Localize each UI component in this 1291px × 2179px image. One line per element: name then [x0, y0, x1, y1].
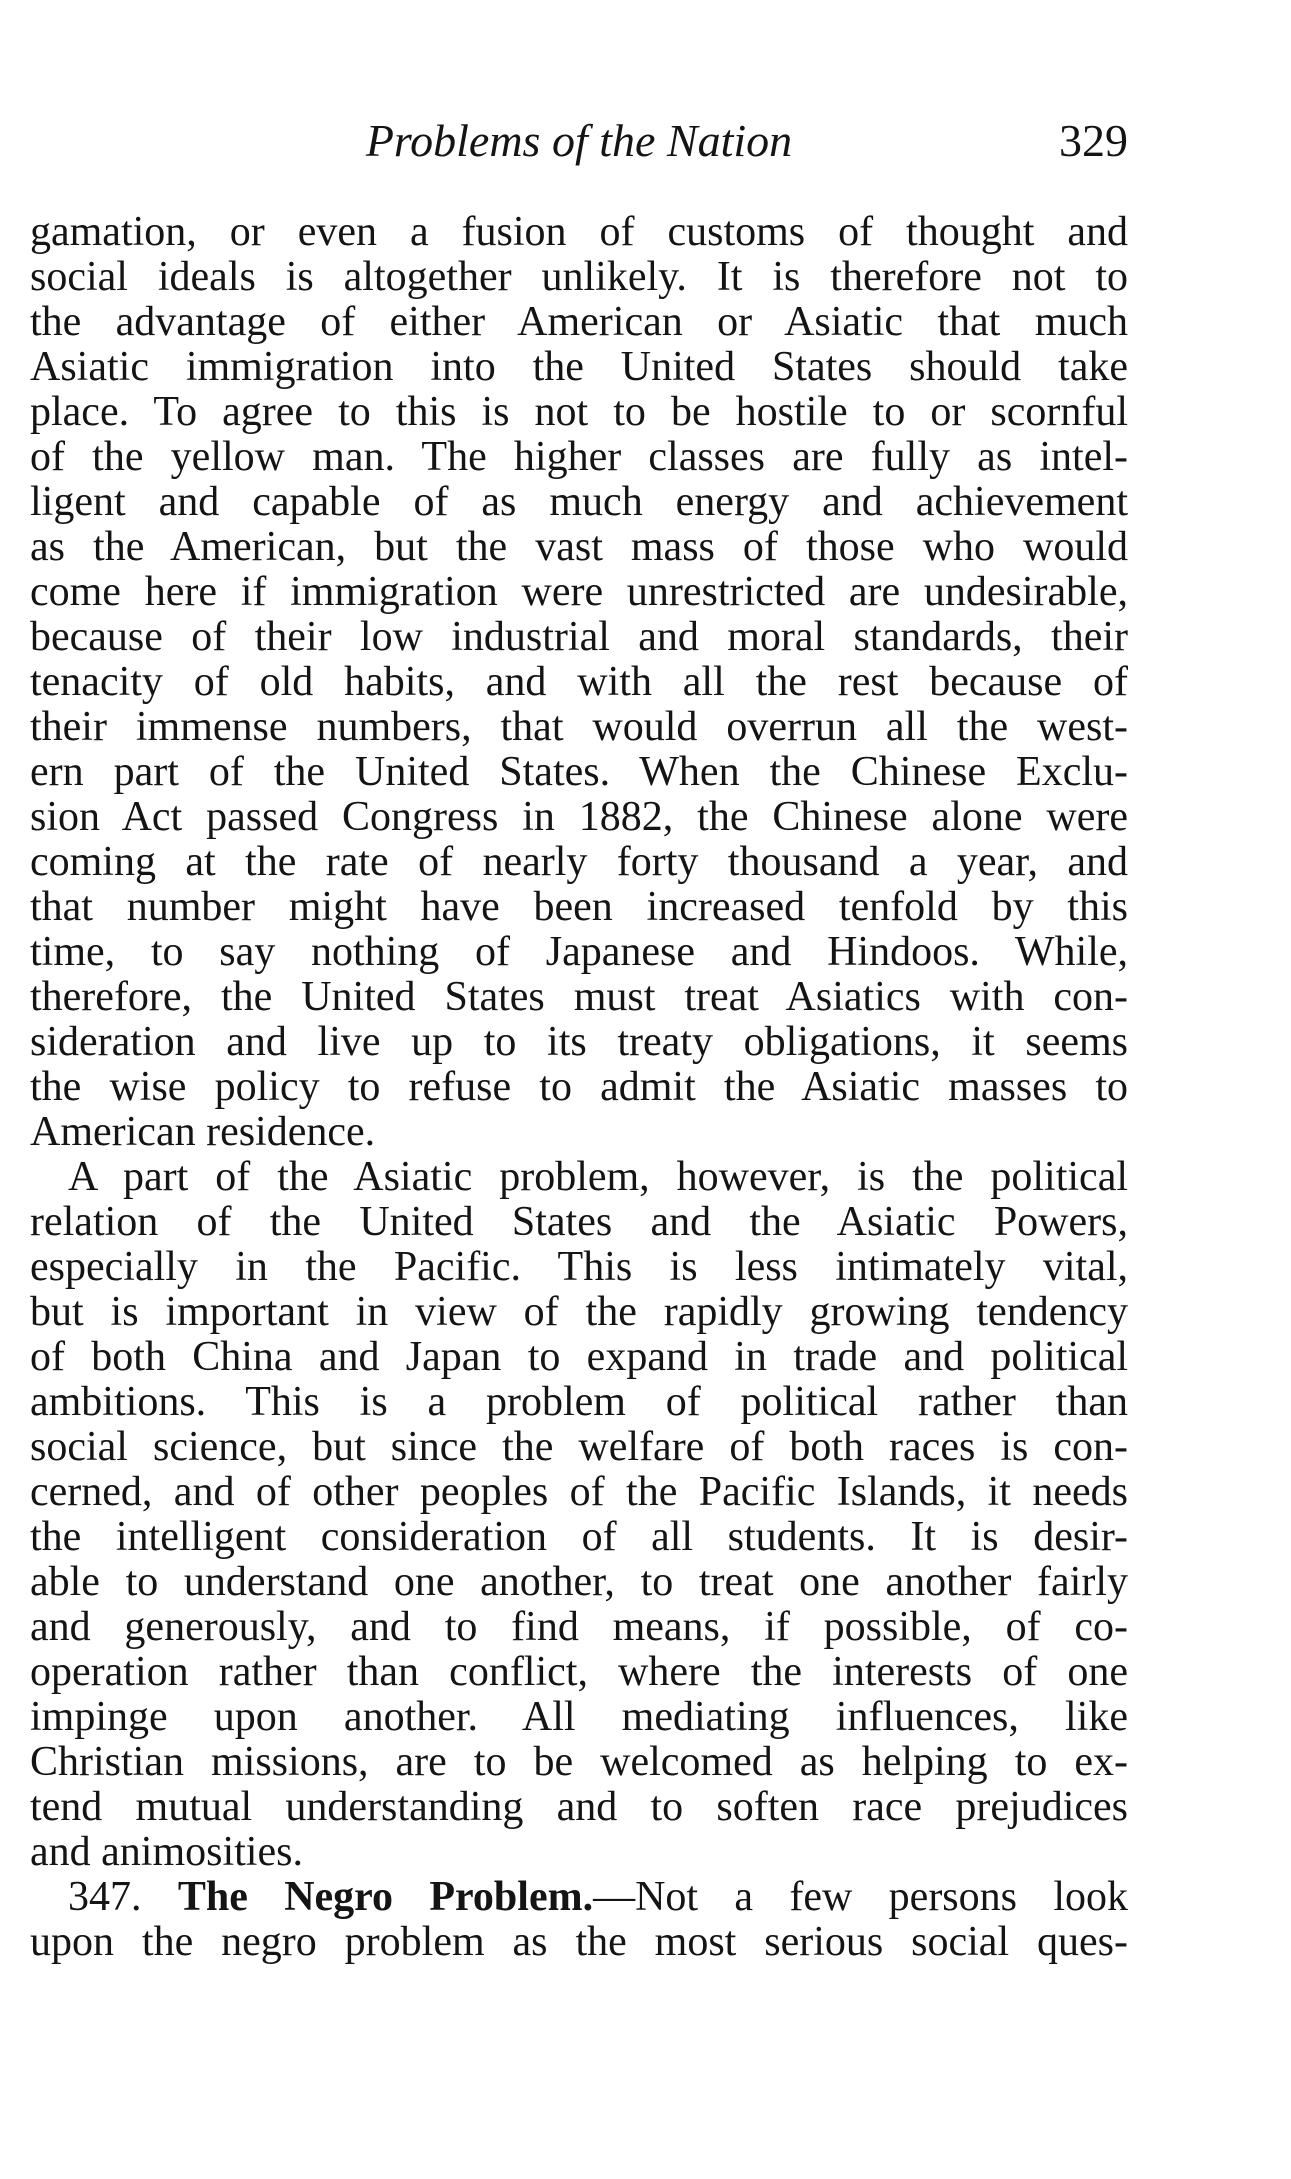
- text-line: Asiatic immigration into the United States should take: [30, 345, 1128, 390]
- text-line: that number might have been increased tenfold by this: [30, 885, 1128, 930]
- page-number: 329: [1059, 115, 1128, 166]
- text-line: able to understand one another, to treat one another fairly: [30, 1560, 1128, 1605]
- text-line: upon the negro problem as the most serious social ques-: [30, 1920, 1128, 1965]
- text-line: as the American, but the vast mass of those who would: [30, 525, 1128, 570]
- text-line: cerned, and of other peoples of the Pacific Islands, it needs: [30, 1470, 1128, 1515]
- section-first-line-text: —Not a few persons look: [593, 1875, 1128, 1920]
- text-line: of the yellow man. The higher classes are fully as intel-: [30, 435, 1128, 480]
- text-line: come here if immigration were unrestricted are undesirable,: [30, 570, 1128, 615]
- section-number: 347.: [68, 1875, 142, 1920]
- text-line: ern part of the United States. When the Chinese Exclu-: [30, 750, 1128, 795]
- text-line: ligent and capable of as much energy and achievement: [30, 480, 1128, 525]
- text-line: place. To agree to this is not to be hostile to or scornful: [30, 390, 1128, 435]
- text-line: but is important in view of the rapidly growing tendency: [30, 1290, 1128, 1335]
- text-line: sion Act passed Congress in 1882, the Chinese alone were: [30, 795, 1128, 840]
- text-line: the advantage of either American or Asiatic that much: [30, 300, 1128, 345]
- text-line: American residence.: [30, 1110, 376, 1155]
- text-line: operation rather than conflict, where the interests of one: [30, 1650, 1128, 1695]
- text-line: sideration and live up to its treaty obligations, it seems: [30, 1020, 1128, 1065]
- text-line: and generously, and to find means, if possible, of co-: [30, 1605, 1128, 1650]
- text-line: time, to say nothing of Japanese and Hindoos. While,: [30, 930, 1128, 975]
- body-text: [30, 210, 1128, 1965]
- text-line: social science, but since the welfare of both races is con-: [30, 1425, 1128, 1470]
- text-line: the intelligent consideration of all students. It is desir-: [30, 1515, 1128, 1560]
- text-line: social ideals is altogether unlikely. It is therefore not to: [30, 255, 1128, 300]
- text-line: especially in the Pacific. This is less intimately vital,: [30, 1245, 1128, 1290]
- running-title: Problems of the Nation: [365, 115, 793, 166]
- text-line: ambitions. This is a problem of political rather than: [30, 1380, 1128, 1425]
- text-line: relation of the United States and the Asiatic Powers,: [30, 1200, 1128, 1245]
- text-line: their immense numbers, that would overrun all the west-: [30, 705, 1128, 750]
- text-line: tenacity of old habits, and with all the rest because of: [30, 660, 1128, 705]
- text-line: of both China and Japan to expand in trade and political: [30, 1335, 1128, 1380]
- text-line: Christian missions, are to be welcomed as helping to ex-: [30, 1740, 1128, 1785]
- section-heading-line: [30, 1875, 1128, 1920]
- text-line: impinge upon another. All mediating influences, like: [30, 1695, 1128, 1740]
- text-line: gamation, or even a fusion of customs of thought and: [30, 210, 1128, 255]
- text-line: because of their low industrial and moral standards, their: [30, 615, 1128, 660]
- text-line: and animosities.: [30, 1830, 303, 1875]
- text-line: tend mutual understanding and to soften race prejudices: [30, 1785, 1128, 1830]
- text-line: therefore, the United States must treat Asiatics with con-: [30, 975, 1128, 1020]
- text-line: coming at the rate of nearly forty thousand a year, and: [30, 840, 1128, 885]
- text-line: A part of the Asiatic problem, however, is the political: [68, 1155, 1128, 1200]
- text-line: the wise policy to refuse to admit the Asiatic masses to: [30, 1065, 1128, 1110]
- section-title: The Negro Problem.: [177, 1875, 594, 1920]
- page-header: [30, 115, 1128, 178]
